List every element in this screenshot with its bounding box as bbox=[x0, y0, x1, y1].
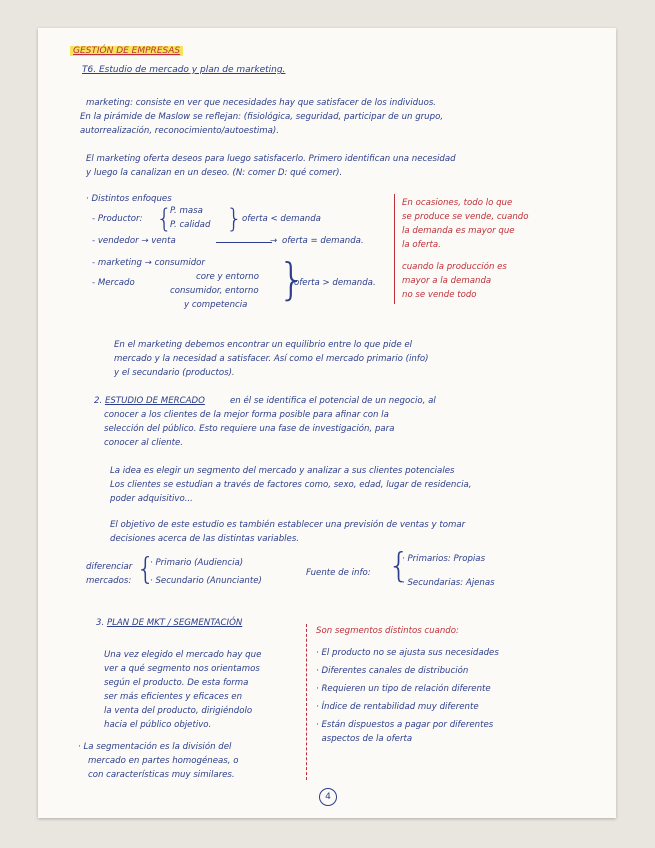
section-2-line: conocer a los clientes de la mejor forma posible para afinar con la bbox=[104, 410, 389, 420]
approach-mercado-detail: y competencia bbox=[184, 300, 248, 310]
approach-marketing: - marketing → consumidor bbox=[92, 258, 205, 268]
red-note-line: la demanda es mayor que bbox=[402, 226, 515, 236]
approach-mercado: - Mercado bbox=[92, 278, 135, 288]
page-number: 4 bbox=[319, 788, 337, 806]
balance-line: mercado y la necesidad a satisfacer. Así como el mercado primario (info) bbox=[114, 354, 429, 364]
red-note-line: cuando la producción es bbox=[402, 262, 507, 272]
objective-line: El objetivo de este estudio es también establecer una previsión de ventas y tomar bbox=[110, 520, 466, 530]
info-source-label: Fuente de info: bbox=[306, 568, 371, 578]
left-brace: { bbox=[136, 552, 156, 587]
red-note-line: En ocasiones, todo lo que bbox=[402, 198, 513, 208]
diff-label: diferenciar bbox=[86, 562, 133, 572]
info-source: · Primarios: Propias bbox=[402, 554, 486, 564]
approaches-heading: · Distintos enfoques bbox=[86, 194, 172, 204]
right-brace: } bbox=[226, 204, 243, 234]
section-2-title: ESTUDIO DE MERCADO bbox=[104, 396, 205, 406]
section-3-left-line: hacia el público objetivo. bbox=[104, 720, 212, 730]
section-3-right-line: · Están dispuestos a pagar por diferentes bbox=[316, 720, 494, 730]
market-type: · Primario (Audiencia) bbox=[150, 558, 244, 568]
section-3-left-line: ser más eficientes y eficaces en bbox=[104, 692, 243, 702]
productor-item: P. masa bbox=[170, 206, 203, 216]
red-note-line: la oferta. bbox=[402, 240, 441, 250]
page-title bbox=[70, 44, 183, 59]
segment-line: poder adquisitivo... bbox=[110, 494, 193, 504]
section-3-left-line: con características muy similares. bbox=[88, 770, 235, 780]
section-3-right-line: aspectos de la oferta bbox=[316, 734, 413, 744]
section-3-left-line: Una vez elegido el mercado hay que bbox=[104, 650, 262, 660]
margin-divider bbox=[394, 194, 395, 304]
left-brace: { bbox=[156, 204, 173, 234]
section-3-right-line: · Diferentes canales de distribución bbox=[316, 666, 469, 676]
section-3-heading bbox=[96, 616, 242, 631]
segment-line: La idea es elegir un segmento del mercado y analizar a sus clientes potenciales bbox=[110, 466, 455, 476]
offer-line: El marketing oferta deseos para luego satisfacerlo. Primero identifican una necesidad bbox=[86, 154, 456, 164]
page-title-text: GESTIÓN DE EMPRESAS bbox=[70, 46, 183, 56]
diff-label: mercados: bbox=[86, 576, 132, 586]
red-note-line: no se vende todo bbox=[402, 290, 477, 300]
topic-subtitle: T6. Estudio de mercado y plan de marketing. bbox=[82, 65, 286, 75]
segment-line: Los clientes se estudian a través de factores como, sexo, edad, lugar de residencia, bbox=[110, 480, 472, 490]
section-2-heading bbox=[94, 394, 205, 409]
right-brace: } bbox=[278, 254, 306, 305]
section-3-left-line: mercado en partes homogéneas, o bbox=[88, 756, 239, 766]
section-3-right-heading: Son segmentos distintos cuando: bbox=[316, 626, 459, 636]
info-source: · Secundarias: Ajenas bbox=[402, 578, 495, 588]
approach-productor: - Productor: bbox=[92, 214, 143, 224]
intro-line: marketing: consiste en ver que necesidades hay que satisfacer de los individuos. bbox=[86, 98, 437, 108]
section-3-left-line: según el producto. De esta forma bbox=[104, 678, 249, 688]
section-2-number: 2. bbox=[94, 396, 103, 406]
section-3-right-line: · El producto no se ajusta sus necesidades bbox=[316, 648, 499, 658]
red-note-line: se produce se vende, cuando bbox=[402, 212, 529, 222]
approach-marketing-detail: core y entorno bbox=[196, 272, 259, 282]
balance-line: y el secundario (productos). bbox=[114, 368, 235, 378]
approach-vendedor: - vendedor → venta bbox=[92, 236, 176, 246]
productor-result: oferta < demanda bbox=[242, 214, 321, 224]
intro-line: En la pirámide de Maslow se reflejan: (fisiológica, seguridad, participar de un grupo, bbox=[80, 112, 444, 122]
intro-line: autorrealización, reconocimiento/autoestima). bbox=[80, 126, 280, 136]
section-3-right-line: · Índice de rentabilidad muy diferente bbox=[316, 702, 479, 712]
section-3-title: PLAN DE MKT / SEGMENTACIÓN bbox=[106, 618, 243, 628]
vendedor-result: oferta = demanda. bbox=[282, 236, 364, 246]
approach-mercado-detail: consumidor, entorno bbox=[170, 286, 259, 296]
red-note-line: mayor a la demanda bbox=[402, 276, 492, 286]
productor-item: P. calidad bbox=[170, 220, 211, 230]
section-2-line: en él se identifica el potencial de un negocio, al bbox=[230, 396, 436, 406]
section-3-left-line: la venta del producto, dirigiéndolo bbox=[104, 706, 253, 716]
section-3-number: 3. bbox=[96, 618, 105, 628]
column-divider bbox=[306, 624, 307, 780]
offer-line: y luego la canalizan en un deseo. (N: comer D: qué comer). bbox=[86, 168, 343, 178]
left-brace: { bbox=[388, 546, 410, 586]
section-3-left-line: ver a qué segmento nos orientamos bbox=[104, 664, 260, 674]
marketing-result: oferta > demanda. bbox=[294, 278, 376, 288]
notebook-page bbox=[38, 28, 616, 818]
section-3-left-line: · La segmentación es la división del bbox=[78, 742, 232, 752]
arrow-head-icon: → bbox=[270, 236, 278, 246]
balance-line: En el marketing debemos encontrar un equilibrio entre lo que pide el bbox=[114, 340, 413, 350]
section-3-right-line: · Requieren un tipo de relación diferente bbox=[316, 684, 491, 694]
section-2-line: conocer al cliente. bbox=[104, 438, 183, 448]
section-2-line: selección del público. Esto requiere una fase de investigación, para bbox=[104, 424, 395, 434]
market-type: · Secundario (Anunciante) bbox=[150, 576, 262, 586]
objective-line: decisiones acerca de las distintas variables. bbox=[110, 534, 300, 544]
arrow-line bbox=[216, 242, 272, 243]
